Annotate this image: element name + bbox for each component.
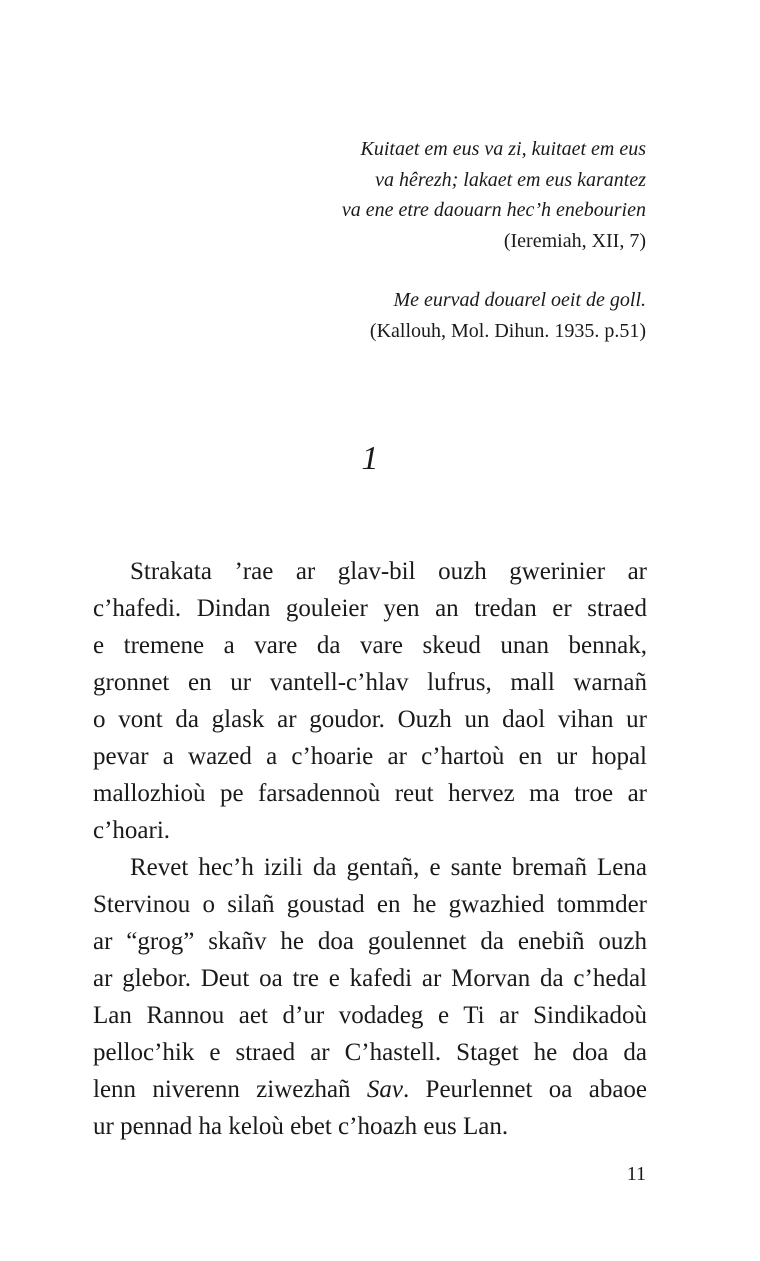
newspaper-title: Sav	[366, 1076, 403, 1103]
chapter-number: 1	[361, 440, 379, 477]
paragraph-line: pevar a wazed a c’hoarie ar c’hartoù en ur hopal	[93, 743, 647, 770]
epigraph-quote-line: va ene etre daouarn hec’h enebourien	[341, 199, 646, 221]
page-number: 11	[626, 1163, 646, 1185]
epigraph-quote-line: Kuitaet em eus va zi, kuitaet em eus	[360, 138, 646, 160]
paragraph-line: Lan Rannou aet d’ur vodadeg e Ti ar Sindikadoù	[93, 1002, 647, 1029]
paragraph-line: mallozhioù pe farsadennoù reut hervez ma troe ar	[93, 780, 647, 807]
paragraph-line: Stervinou o silañ goustad en he gwazhied tommder	[93, 891, 647, 918]
epigraph-quote-line: va hêrezh; lakaet em eus karantez	[375, 168, 646, 191]
line-end: . Peurlennet oa abaoe	[402, 1076, 648, 1103]
paragraph-line: ar “grog” skañv he doa goulennet da enebiñ ouzh	[93, 928, 647, 955]
paragraph-line: ur pennad ha keloù ebet c’hoazh eus Lan.	[93, 1113, 509, 1140]
chapter-body	[93, 553, 647, 1145]
paragraph-line: pelloc’hik e straed ar C’hastell. Staget he doa da	[93, 1039, 647, 1066]
paragraph-line: o vont da glask ar goudor. Ouzh un daol vihan ur	[93, 706, 647, 733]
paragraph-line: ar glebor. Deut oa tre e kafedi ar Morvan da c’hedal	[93, 965, 647, 992]
paragraph-line: c’hoari.	[93, 817, 171, 844]
epigraph-source: (Ieremiah, XII, 7)	[503, 229, 646, 252]
epigraph-quote-line: Me eurvad douarel oeit de goll.	[393, 289, 646, 311]
paragraph-line: c’hafedi. Dindan gouleier yen an tredan er straed	[93, 595, 647, 622]
paragraph-line: Strakata ’rae ar glav-bil ouzh gwerinier ar	[130, 558, 647, 585]
epigraph-jeremiah	[342, 134, 646, 256]
epigraph-source: (Kallouh, Mol. Dihun. 1935. p.51)	[369, 319, 646, 342]
paragraph-line: gronnet en ur vantell-c’hlav lufrus, mall warnañ	[93, 669, 647, 696]
paragraph	[93, 849, 647, 1145]
paragraph-line: e tremene a vare da vare skeud unan bennak,	[93, 632, 647, 659]
epigraph-kallouh	[370, 285, 646, 346]
paragraph	[93, 553, 647, 849]
line-start: lenn niverenn ziwezhañ	[93, 1076, 367, 1103]
paragraph-line-mixed	[93, 1071, 647, 1108]
paragraph-line: Revet hec’h izili da gentañ, e sante bremañ Lena	[130, 854, 647, 881]
